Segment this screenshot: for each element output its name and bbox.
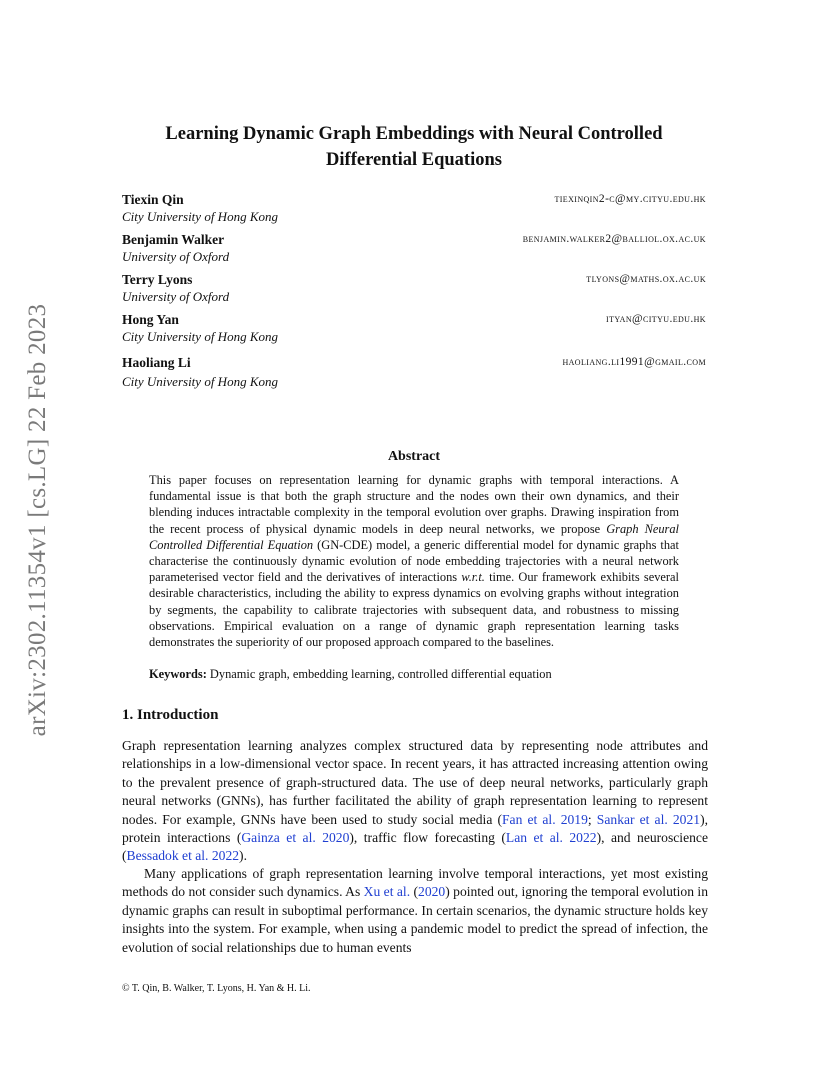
author-affiliation: City University of Hong Kong [122,329,278,344]
author-block [122,312,706,348]
author-affiliation: University of Oxford [122,289,230,304]
author-affiliation: City University of Hong Kong [122,374,278,389]
keywords-text: Dynamic graph, embedding learning, controlled differential equation [206,667,552,681]
intro-paragraph-1 [122,737,708,866]
abstract-part: (GN-CDE) model, a generic differential model for dynamic graphs that characterise the continuously dynamic evolution of node embedding trajectories with a neural network parameterised vector field and the derivatives of interactions [149,537,679,585]
author-block [122,355,706,391]
author-email: tiexinqin2-c@my.cityu.edu.hk [554,193,706,205]
wrt-emphasis: w.r.t. [461,570,485,585]
paragraph-text: ), traffic flow forecasting ( [349,830,506,846]
citation-link[interactable]: Fan et al. 2019 [502,811,588,827]
title-line-1: Learning Dynamic Graph Embeddings with Neural Controlled [165,124,663,144]
keywords [149,667,679,682]
arxiv-stamp-text: arXiv:2302.11354v1 [cs.LG] 22 Feb 2023 [24,303,51,737]
citation-link[interactable]: Gainza et al. 2020 [241,830,350,846]
citation-link[interactable]: Bessadok et al. 2022 [126,848,240,864]
paragraph-text: Many applications of graph representation learning involve temporal interactions, yet most existing methods do not consider such dynamics. As [122,866,708,900]
paper-title [122,121,706,173]
author-name: Tiexin Qin [122,192,184,207]
author-name: Haoliang Li [122,355,191,370]
paragraph-text: ( [410,884,419,900]
paragraph-text: ). [239,848,247,864]
author-email: haoliang.li1991@gmail.com [562,356,706,368]
intro-paragraph-2 [122,865,708,957]
model-name-emphasis: Graph Neural Controlled Differential Equation [149,521,679,552]
paragraph-text: ), protein interactions ( [122,811,708,846]
author-block [122,192,706,228]
paragraph-text: Graph representation learning analyzes complex structured data by representing node attributes and relationships in a low-dimensional vector space. In recent years, it has attracted increasing attention owing to the prevalent presence of graph-structured data. The use of deep neural networks, particularly graph neural networks (GNNs), has further facilitated the ability of graph representation learning to represent nodes. For example, GNNs have been used to study social media ( [122,738,708,827]
author-block [122,272,706,308]
author-affiliation: City University of Hong Kong [122,209,278,224]
citation-link[interactable]: Xu et al. [363,884,411,900]
paragraph-text: ), and neuroscience ( [122,830,708,864]
author-name: Terry Lyons [122,272,193,287]
citation-link[interactable]: Sankar et al. 2021 [596,811,701,827]
citation-link[interactable]: Lan et al. 2022 [505,830,597,846]
copyright-footer: © T. Qin, B. Walker, T. Lyons, H. Yan & H. Li. [122,983,311,994]
paragraph-text: ; [587,811,597,827]
keywords-label: Keywords: [149,667,207,681]
section-heading-introduction: 1. Introduction [122,707,219,723]
abstract-part: time. Our framework exhibits several desirable characteristics, including the ability to express dynamics on evolving graphs without integration by segments, the capability to calibrate trajectories with subsequent data, and robustness to missing observations. Empirical evaluation on a range of dynamic graph representation learning tasks demonstrates the superiority of our proposed approach compared to the baselines. [149,570,679,650]
abstract-part: This paper focuses on representation learning for dynamic graphs with temporal interactions. A fundamental issue is that both the graph structure and the nodes own their own dynamics, and their blending induces intractable complexity in the temporal evolution over graphs. Drawing inspiration from the recent process of physical dynamic models in deep neural networks, we propose [149,473,679,536]
author-email: ityan@cityu.edu.hk [606,313,706,325]
author-name: Benjamin Walker [122,232,225,247]
citation-link[interactable]: 2020 [418,884,446,900]
author-block [122,232,706,268]
abstract-heading: Abstract [387,449,441,464]
title-line-2: Differential Equations [326,150,502,170]
author-name: Hong Yan [122,312,179,327]
paragraph-text: ) pointed out, ignoring the temporal evolution in dynamic graphs can result in suboptimal performance. In certain scenarios, the dynamic structure holds key insights into the system. For example, when using a pandemic model to predict the spread of infection, the evolution of social relationships due to human events [122,884,708,955]
author-affiliation: University of Oxford [122,249,230,264]
abstract-text [149,472,679,650]
author-email: tlyons@maths.ox.ac.uk [586,273,706,285]
author-email: benjamin.walker2@balliol.ox.ac.uk [522,233,706,245]
